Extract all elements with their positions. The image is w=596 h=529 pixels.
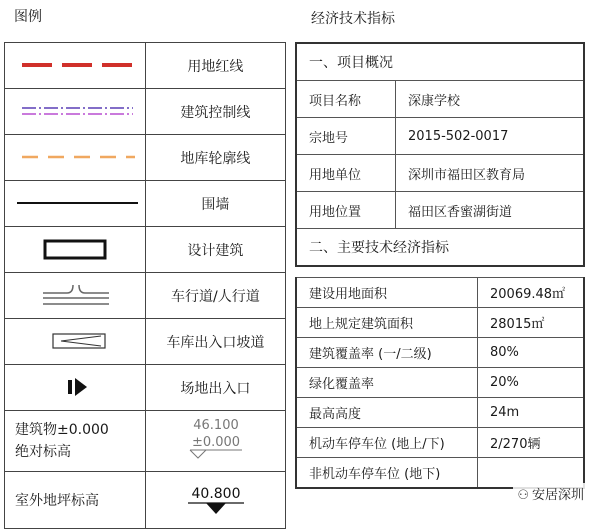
legend-label: 车行道/人行道 — [145, 273, 285, 319]
solid-line-icon — [5, 181, 146, 226]
row-key: 机动车停车位 (地上/下) — [296, 428, 478, 458]
legend-label: 建筑物±0.000 绝对标高 — [5, 411, 146, 472]
row-value: 2/270辆 — [478, 428, 585, 458]
table-row — [296, 81, 584, 118]
legend-row — [5, 227, 286, 273]
watermark-text: 安居深圳 — [531, 488, 584, 503]
arrow-icon — [5, 365, 146, 410]
filled-triangle-icon — [146, 472, 287, 528]
table-row — [296, 155, 584, 192]
row-value: 28015㎡ — [478, 308, 585, 338]
row-value: 80% — [478, 338, 585, 368]
indicator-table — [295, 277, 585, 489]
row-key: 非机动车停车位 (地下) — [296, 458, 478, 489]
table-row — [296, 428, 584, 458]
legend-title: 图例 — [14, 9, 42, 25]
legend-label: 室外地坪标高 — [5, 472, 146, 529]
table-row — [296, 118, 584, 155]
ramp-icon — [5, 319, 146, 364]
table-row — [296, 192, 584, 229]
legend-row — [5, 181, 286, 227]
legend-table — [4, 42, 286, 529]
row-key: 用地单位 — [296, 155, 396, 192]
elevation-top-text: 46.100 — [193, 418, 239, 433]
row-value: 20069.48㎡ — [478, 278, 585, 308]
row-value: 深圳市福田区教育局 — [396, 155, 585, 192]
legend-symbol — [5, 89, 146, 135]
legend-row — [5, 411, 286, 472]
section-row — [296, 229, 584, 267]
legend-symbol — [5, 365, 146, 411]
ground-elevation-text: 40.800 — [191, 486, 241, 502]
legend-symbol — [5, 181, 146, 227]
elevation-mark-icon — [146, 411, 287, 471]
legend-symbol — [145, 411, 285, 472]
dash-dot-line-icon — [5, 89, 146, 134]
legend-symbol — [5, 227, 146, 273]
elevation-bottom-text: ±0.000 — [191, 435, 240, 450]
legend-row — [5, 43, 286, 89]
legend-row — [5, 472, 286, 529]
legend-label: 建筑控制线 — [145, 89, 285, 135]
legend-row — [5, 365, 286, 411]
legend-label: 围墙 — [145, 181, 285, 227]
row-key: 地上规定建筑面积 — [296, 308, 478, 338]
econ-title: 经济技术指标 — [311, 11, 395, 27]
row-key: 建筑覆盖率 (一/二级) — [296, 338, 478, 368]
row-key: 建设用地面积 — [296, 278, 478, 308]
row-value: 福田区香蜜湖街道 — [396, 192, 585, 229]
section-heading: 二、主要技术经济指标 — [296, 229, 584, 267]
legend-row — [5, 319, 286, 365]
legend-label: 地库轮廓线 — [145, 135, 285, 181]
row-key: 项目名称 — [296, 81, 396, 118]
table-row — [296, 308, 584, 338]
section-row — [296, 43, 584, 81]
legend-symbol — [5, 135, 146, 181]
legend-symbol — [5, 319, 146, 365]
row-value: 2015-502-0017 — [396, 118, 585, 155]
legend-symbol — [5, 43, 146, 89]
wechat-icon: ⚇ — [517, 488, 529, 503]
rectangle-icon — [5, 227, 146, 272]
row-key: 绿化覆盖率 — [296, 368, 478, 398]
legend-label: 设计建筑 — [145, 227, 285, 273]
row-key: 最高高度 — [296, 398, 478, 428]
row-value: 24m — [478, 398, 585, 428]
row-key: 用地位置 — [296, 192, 396, 229]
econ-table — [295, 42, 585, 267]
road-icon — [5, 273, 146, 318]
legend-label: 场地出入口 — [145, 365, 285, 411]
watermark — [513, 483, 588, 504]
table-row — [296, 398, 584, 428]
red-dashed-line-icon — [5, 43, 146, 88]
legend-row — [5, 273, 286, 319]
table-row — [296, 368, 584, 398]
row-key: 宗地号 — [296, 118, 396, 155]
legend-label: 车库出入口坡道 — [145, 319, 285, 365]
legend-symbol — [5, 273, 146, 319]
section-heading: 一、项目概况 — [296, 43, 584, 81]
table-row — [296, 278, 584, 308]
legend-row — [5, 89, 286, 135]
legend-symbol — [145, 472, 285, 529]
table-row — [296, 338, 584, 368]
legend-row — [5, 135, 286, 181]
row-value: 深康学校 — [396, 81, 585, 118]
orange-dashed-line-icon — [5, 135, 146, 180]
legend-label: 用地红线 — [145, 43, 285, 89]
row-value: 20% — [478, 368, 585, 398]
